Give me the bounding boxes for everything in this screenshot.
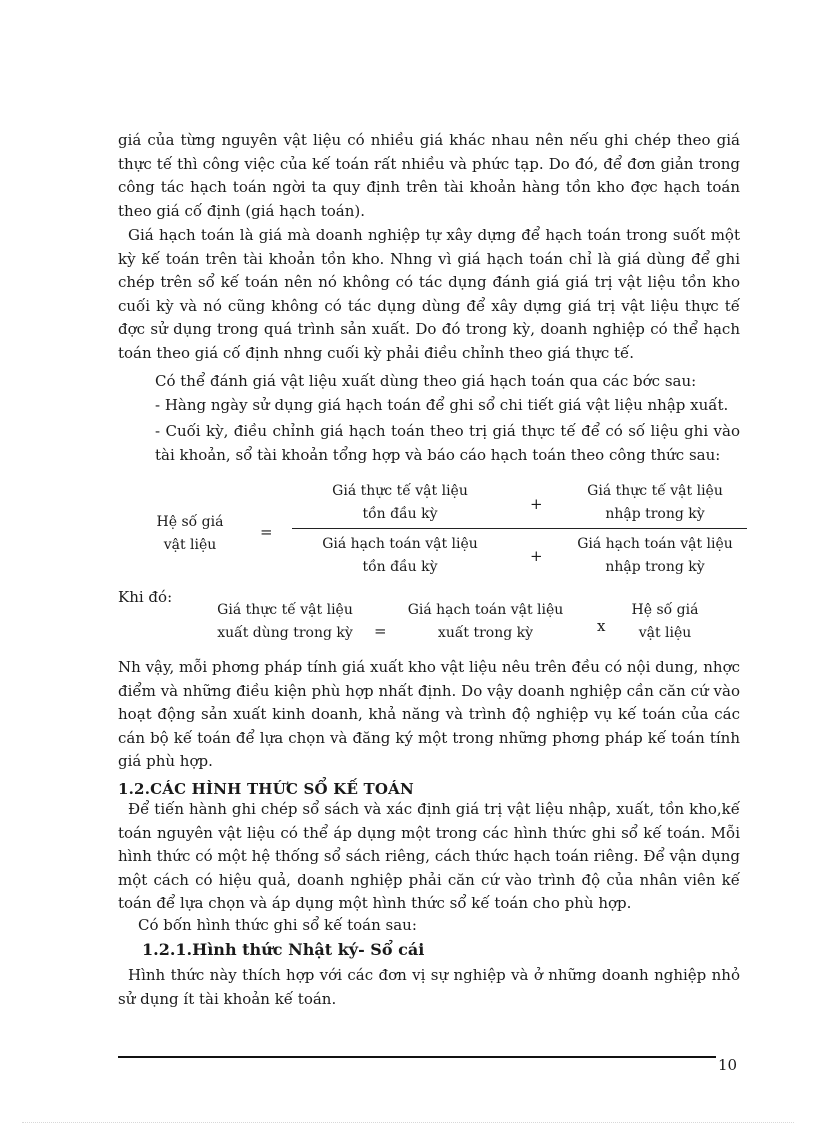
bullet-1: - Hàng ngày sử dụng giá hạch toán để ghi sổ chi tiết giá vật liệu nhập xuất. <box>155 396 729 414</box>
formula1-equals: = <box>260 523 273 541</box>
formula2-a-line1: Giá thực tế vật liệu <box>217 602 353 618</box>
paragraph-1: giá của từng nguyên vật liệu có nhiều giá khác nhau nên nếu ghi chép theo giá thực tế thì công việc của kế toán rất nhiều và phức tạp. Do đó, để đơn giản trong công tác hạch toán ngời ta quy định trên tài khoản hàng tồn kho đợc hạch toán theo giá cố định (giá hạch toán). <box>118 131 740 220</box>
formula1-fraction-bar <box>292 528 747 529</box>
formula1-num-plus: + <box>530 495 543 513</box>
page-number: 10 <box>718 1056 738 1074</box>
formula2-b-line2: xuất trong kỳ <box>437 625 534 641</box>
formula1-den-plus: + <box>530 547 543 565</box>
formula1-lhs-line2: vật liệu <box>163 537 217 553</box>
paragraph-2: Giá hạch toán là giá mà doanh nghiệp tự xây dựng để hạch toán trong suốt một kỳ kế toán trên tài khoản tồn kho. Nhng vì giá hạch toán chỉ là giá dùng để ghi chép trên sổ kế toán nên nó không có tác dụng đánh giá giá trị vật liệu tồn kho cuối kỳ và nó cũng không có tác dụng dùng để xây dựng giá trị vật liệu thực tế đợc sử dụng trong quá trình sản xuất. Do đó trong kỳ, doanh nghiệp có thể hạch toán theo giá cố định nhng cuối kỳ phải điều chỉnh theo giá thực tế. <box>118 226 740 362</box>
paragraph-3: Có thể đánh giá vật liệu xuất dùng theo giá hạch toán qua các bớc sau: <box>155 372 697 390</box>
formula2-c-line2: vật liệu <box>638 625 692 641</box>
formula1-den-b-line2: nhập trong kỳ <box>605 559 705 575</box>
formula2-times: x <box>597 617 606 635</box>
paragraph-4: Nh vậy, mỗi phơng pháp tính giá xuất kho vật liệu nêu trên đều có nội dung, nhợc điểm và những điều kiện phù hợp nhất định. Do vậy doanh nghiệp cần căn cứ vào hoạt động sản xuất kinh doanh, khả năng và trình độ nghiệp vụ kế toán của các cán bộ kế toán để lựa chọn và đăng ký một trong những phơng pháp kế toán tính giá phù hợp. <box>118 658 740 770</box>
formula1-den-a-line1: Giá hạch toán vật liệu <box>322 536 478 552</box>
subsection-heading: 1.2.1.Hình thức Nhật ký- Sổ cái <box>142 940 425 959</box>
paragraph-7: Hình thức này thích hợp với các đơn vị sự nghiệp và ở những doanh nghiệp nhỏ sử dụng ít tài khoản kế toán. <box>118 966 740 1008</box>
formula1-num-a-line2: tồn đầu kỳ <box>362 506 438 522</box>
footer-divider <box>118 1056 716 1058</box>
formula1-num-b-line1: Giá thực tế vật liệu <box>587 483 723 499</box>
formula2-b-line1: Giá hạch toán vật liệu <box>407 602 564 618</box>
formula2-a-line2: xuất dùng trong kỳ <box>217 625 353 641</box>
section-heading: 1.2.CÁC HÌNH THỨC SỔ KẾ TOÁN <box>118 780 414 798</box>
formula1-den-a-line2: tồn đầu kỳ <box>362 559 438 575</box>
formula2-c-line1: Hệ số giá <box>631 602 699 618</box>
formula1-num-a-line1: Giá thực tế vật liệu <box>332 483 468 499</box>
paragraph-6: Có bốn hình thức ghi sổ kế toán sau: <box>138 916 417 934</box>
bullet-2: - Cuối kỳ, điều chỉnh giá hạch toán theo trị giá thực tế để có số liệu ghi vào tài khoản, sổ tài khoản tổng hợp và báo cáo hạch toán theo công thức sau: <box>155 422 740 464</box>
khi-do-label: Khi đó: <box>118 588 173 606</box>
formula1-den-b-line1: Giá hạch toán vật liệu <box>577 536 733 552</box>
formula2-equals: = <box>374 622 387 640</box>
formula1-lhs-line1: Hệ số giá <box>156 514 224 530</box>
formula1-num-b-line2: nhập trong kỳ <box>605 506 705 522</box>
paragraph-5: Để tiến hành ghi chép sổ sách và xác định giá trị vật liệu nhập, xuất, tồn kho,kế toán nguyên vật liệu có thể áp dụng một trong các hình thức ghi sổ kế toán. Mỗi hình thức có một hệ thống sổ sách riêng, cách thức hạch toán riêng. Để vận dụng một cách có hiệu quả, doanh nghiệp phải căn cứ vào trình độ của nhân viên kế toán để lựa chọn và áp dụng một hình thức sổ kế toán cho phù hợp. <box>118 800 740 912</box>
